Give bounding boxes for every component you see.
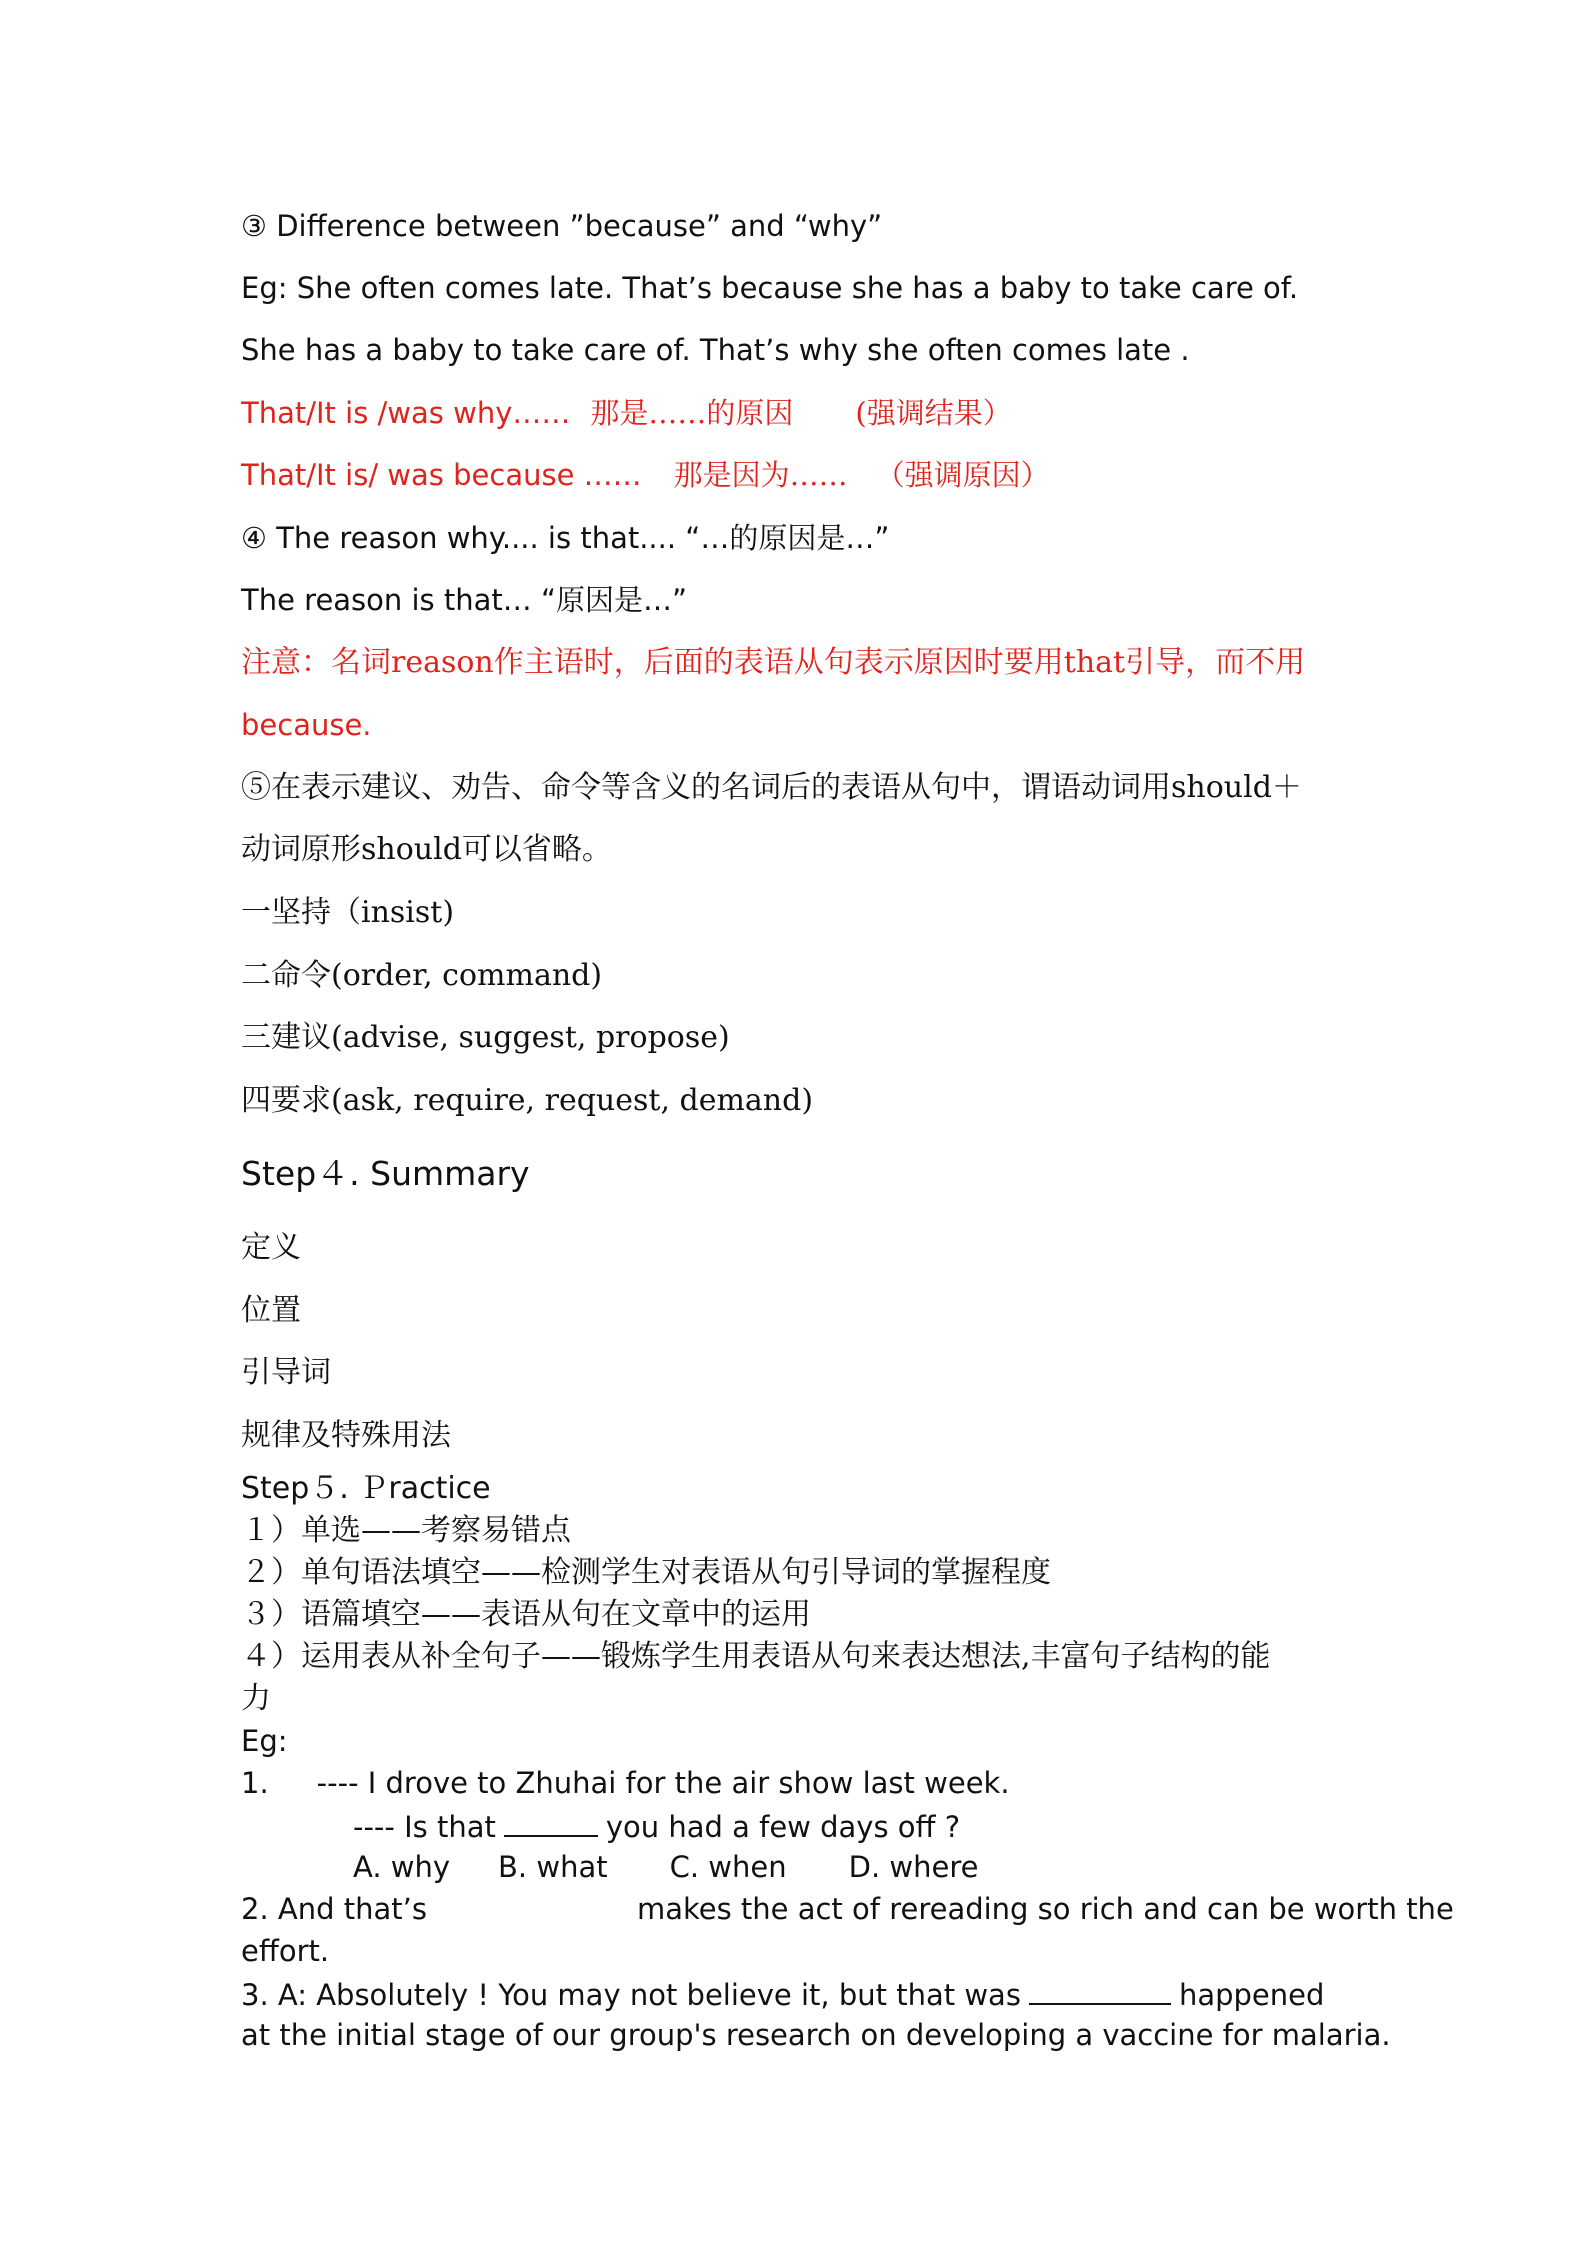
- note-line-1: 注意：名词reason作主语时，后面的表语从句表示原因时要用that引导，而不用: [241, 645, 1306, 680]
- summary-position: 位置: [241, 1293, 301, 1328]
- step-4-heading: Step４. Summary: [241, 1154, 530, 1193]
- list-ask: 四要求(ask, require, request, demand): [241, 1083, 814, 1118]
- summary-rules: 规律及特殊用法: [241, 1418, 451, 1453]
- rule-why-meaning: 那是……的原因: [590, 396, 794, 430]
- summary-definition: 定义: [241, 1230, 301, 1265]
- rule-because-pattern: That/It is/ was because ……: [241, 458, 642, 492]
- q1-blank[interactable]: [504, 1805, 598, 1837]
- q1-prompt: ---- I drove to Zhuhai for the air show last week.: [316, 1766, 1010, 1800]
- q1-options: [353, 1847, 978, 1887]
- item-5-line-2: 动词原形should可以省略。: [241, 832, 612, 867]
- list-insist: 一坚持（insist): [241, 895, 455, 930]
- q1-option-a: A. why: [353, 1850, 451, 1884]
- eg-label: Eg:: [241, 1724, 288, 1758]
- item-3-heading: ③ Difference between ”because” and “why”: [241, 209, 883, 243]
- practice-4-cont: 力: [241, 1681, 271, 1716]
- summary-introducers: 引导词: [241, 1355, 331, 1390]
- q2-line-2: effort.: [241, 1934, 330, 1968]
- q1-line-2: [353, 1805, 960, 1847]
- rule-why-pattern: That/It is /was why……: [241, 396, 571, 430]
- q1-question-end: you had a few days off ?: [605, 1810, 961, 1844]
- rule-why-note: (强调结果）: [855, 396, 1012, 430]
- practice-4: ４）运用表从补全句子——锻炼学生用表语从句来表达想法,丰富句子结构的能: [241, 1639, 1271, 1674]
- q2-end: makes the act of rereading so rich and can be worth the: [636, 1892, 1454, 1926]
- rule-because-meaning: 那是因为……: [673, 458, 848, 492]
- rule-because-note: （强调原因）: [875, 458, 1050, 492]
- q3-end: happened: [1178, 1978, 1325, 2012]
- list-order: 二命令(order, command): [241, 958, 603, 993]
- q3-start: 3. A: Absolutely ! You may not believe it, but that was: [241, 1978, 1021, 2012]
- q1-number: 1.: [241, 1766, 269, 1800]
- q1-option-d: D. where: [848, 1850, 979, 1884]
- step-5-heading: Step５. Ｐractice: [241, 1471, 491, 1506]
- q3-line-1: [241, 1973, 1324, 2015]
- example-because: Eg: She often comes late. That’s because she has a baby to take care of.: [241, 271, 1299, 305]
- q1-line-1: [241, 1763, 1010, 1803]
- example-why: She has a baby to take care of. That’s why she often comes late .: [241, 333, 1190, 367]
- q3-line-2: at the initial stage of our group's research on developing a vaccine for malaria.: [241, 2018, 1391, 2052]
- practice-2: ２）单句语法填空——检测学生对表语从句引导词的掌握程度: [241, 1555, 1051, 1590]
- q2-start: 2. And that’s: [241, 1892, 427, 1926]
- rule-because: [241, 455, 1050, 495]
- item-5-line-1: ⑤在表示建议、劝告、命令等含义的名词后的表语从句中，谓语动词用should＋: [241, 770, 1302, 805]
- rule-why: [241, 393, 1012, 433]
- q1-question-start: ---- Is that: [353, 1810, 496, 1844]
- practice-3: ３）语篇填空——表语从句在文章中的运用: [241, 1597, 811, 1632]
- note-line-2: because.: [241, 708, 372, 742]
- item-4-reason-why: ④ The reason why.... is that.... “…的原因是…”: [241, 521, 890, 555]
- practice-1: １）单选——考察易错点: [241, 1513, 571, 1548]
- q1-option-b: B. what: [498, 1850, 608, 1884]
- q3-blank[interactable]: [1029, 1973, 1171, 2005]
- q2-line-1: [241, 1889, 1454, 1929]
- q1-option-c: C. when: [669, 1850, 787, 1884]
- reason-is-that: The reason is that… “原因是…”: [241, 583, 688, 617]
- list-advise: 三建议(advise, suggest, propose): [241, 1020, 730, 1055]
